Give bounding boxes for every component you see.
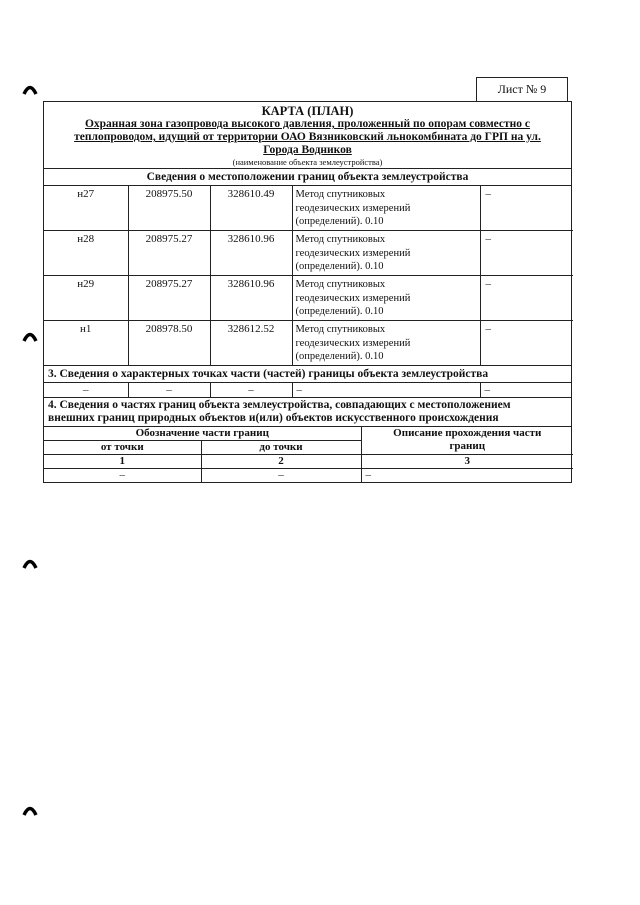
method-line: (определений). 0.10 — [295, 351, 384, 362]
matching-boundaries-heading — [44, 397, 571, 427]
boundary-points-table — [44, 186, 573, 365]
y-coordinate-cell: 328610.96 — [210, 276, 292, 321]
method-line: (определений). 0.10 — [295, 306, 384, 317]
point-name-cell: н29 — [44, 276, 128, 321]
table-cell: – — [44, 383, 128, 397]
y-coordinate-cell: 328612.52 — [210, 321, 292, 366]
column-group-header: Обозначение части границ — [44, 427, 361, 441]
column-number: 3 — [361, 455, 573, 469]
form-header — [44, 102, 571, 169]
x-coordinate-cell: 208975.27 — [128, 231, 210, 276]
binder-hole-mark — [22, 330, 38, 342]
map-plan-form — [43, 101, 572, 483]
method-line: (определений). 0.10 — [295, 216, 384, 227]
table-cell: – — [361, 469, 573, 483]
table-cell: – — [44, 469, 201, 483]
table-row — [44, 469, 573, 483]
x-coordinate-cell: 208975.27 — [128, 276, 210, 321]
method-line: геодезических измерений — [295, 247, 411, 259]
method-line: (определений). 0.10 — [295, 261, 384, 272]
method-cell — [292, 321, 480, 366]
method-line: Метод спутниковых — [295, 189, 386, 200]
to-point-header: до точки — [201, 441, 361, 455]
table-cell: – — [210, 383, 292, 397]
table-cell: – — [128, 383, 210, 397]
method-cell — [292, 276, 480, 321]
method-line: геодезических измерений — [295, 292, 411, 304]
matching-boundaries-table — [44, 427, 573, 482]
table-header-row — [44, 427, 573, 441]
characteristic-points-table — [44, 383, 573, 397]
matching-boundaries-heading-line1: 4. Сведения о частях границ объекта землеустройства, совпадающих с местоположением — [48, 399, 511, 411]
binder-hole-mark — [22, 557, 38, 569]
point-name-cell: н27 — [44, 186, 128, 231]
binder-hole-mark — [22, 83, 38, 95]
column-number-row — [44, 455, 573, 469]
table-cell: – — [201, 469, 361, 483]
characteristic-points-heading: 3. Сведения о характерных точках части (частей) границы объекта землеустройства — [44, 365, 571, 383]
object-name-caption: (наименование объекта землеустройства) — [232, 157, 383, 167]
table-row — [44, 231, 573, 276]
table-cell: – — [480, 383, 573, 397]
x-coordinate-cell: 208978.50 — [128, 321, 210, 366]
method-line: геодезических измерений — [295, 202, 411, 214]
table-row — [44, 383, 573, 397]
sheet-number-label: Лист № 9 — [497, 82, 547, 96]
description-header-line2: границ — [449, 440, 486, 452]
point-name-cell: н28 — [44, 231, 128, 276]
y-coordinate-cell: 328610.49 — [210, 186, 292, 231]
description-header-line1: Описание прохождения части — [393, 427, 542, 439]
method-line: Метод спутниковых — [295, 234, 386, 245]
sheet-number-box — [476, 77, 568, 101]
column-number: 2 — [201, 455, 361, 469]
note-cell: – — [480, 276, 573, 321]
matching-boundaries-heading-line2: внешних границ природных объектов и(или) объектов искусственного происхождения — [48, 412, 499, 424]
binder-hole-mark — [22, 804, 38, 816]
column-number: 1 — [44, 455, 201, 469]
note-cell: – — [480, 186, 573, 231]
note-cell: – — [480, 231, 573, 276]
method-cell — [292, 186, 480, 231]
boundary-location-heading: Сведения о местоположении границ объекта землеустройства — [44, 169, 571, 186]
object-name: Охранная зона газопровода высокого давления, проложенный по опорам совместно с теплопроводом, идущий от территории ОАО Вязниковский льнокомбината до ГРП на ул. Города Водников — [74, 118, 541, 156]
table-row — [44, 186, 573, 231]
method-line: Метод спутниковых — [295, 324, 386, 335]
form-title: КАРТА (ПЛАН) — [261, 104, 354, 118]
y-coordinate-cell: 328610.96 — [210, 231, 292, 276]
point-name-cell: н1 — [44, 321, 128, 366]
description-column-header — [361, 427, 573, 455]
table-row — [44, 276, 573, 321]
method-line: Метод спутниковых — [295, 279, 386, 290]
table-row — [44, 321, 573, 366]
note-cell: – — [480, 321, 573, 366]
method-line: геодезических измерений — [295, 337, 411, 349]
table-cell: – — [292, 383, 480, 397]
method-cell — [292, 231, 480, 276]
x-coordinate-cell: 208975.50 — [128, 186, 210, 231]
from-point-header: от точки — [44, 441, 201, 455]
